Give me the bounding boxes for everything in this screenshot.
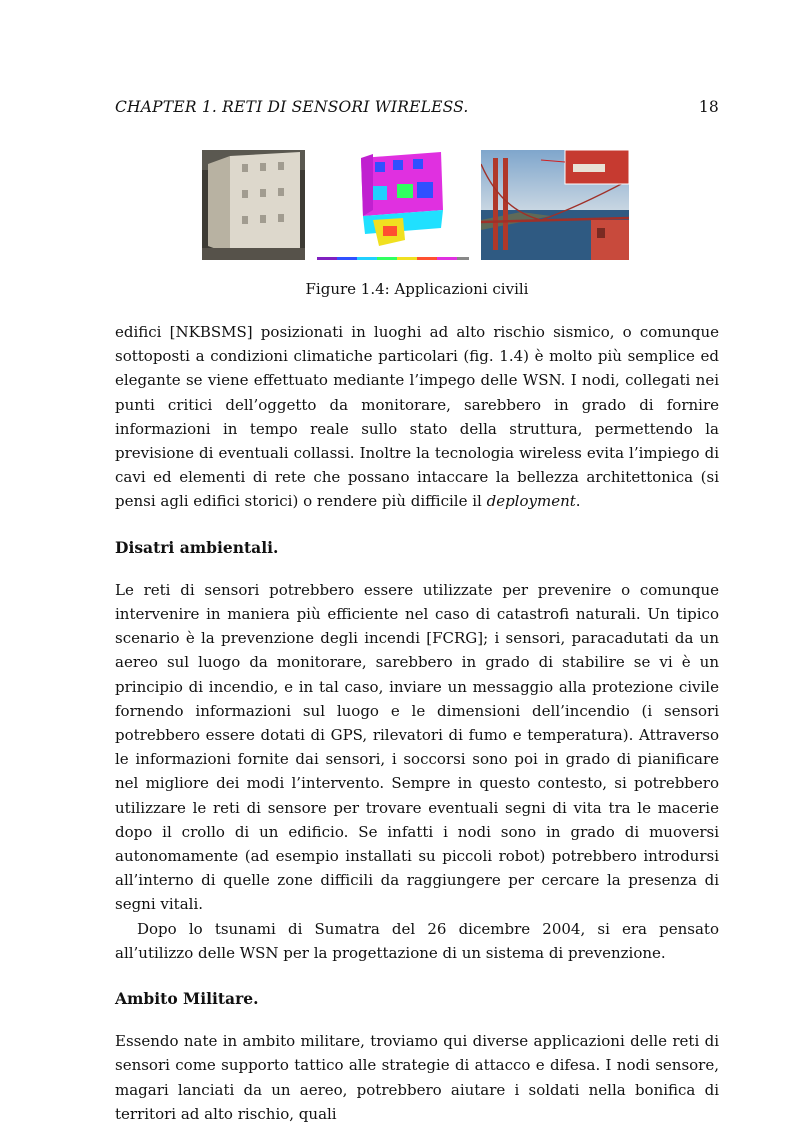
body-text: [115, 320, 719, 1126]
page-header: [115, 98, 719, 120]
section-title-militare: Ambito Militare.: [115, 989, 259, 1009]
paragraph-2: Le reti di sensori potrebbero essere utilizzate per prevenire o comunque intervenire in maniera più efficiente nel caso di catastrofi naturali. Un tipico scenario è la prevenzione degli incendi [FCRG]; i sensori, paracadutati da un aereo sul luogo da monitorare, sarebbero in grado di stabilire se vi è un principio di incendio, e in tal caso, inviare un messaggio alla protezione civile fornendo informazioni sul luogo e le dimensioni dell’incendio (i sensori potrebbero essere dotati di GPS, rilevatori di fumo e temperatura). Attraverso le informazioni fornite dai sensori, i soccorsi sono poi in grado di pianificare nel migliore dei modi l’intervento. Sempre in questo contesto, si potrebbero utilizzare le reti di sensore per trovare eventuali segni di vita tra le macerie dopo il crollo di un edificio. Se infatti i nodi sono in grado di muoversi autonomamente (ad esempio installati su piccoli robot) potrebbero introdursi all’interno di quelle zone difficili da raggiungere per cercare la presenza di segni vitali.: [115, 580, 719, 914]
building-photo: [202, 150, 305, 260]
paragraph-1: edifici [NKBSMS] posizionati in luoghi ad alto rischio sismico, o comunque sottoposti a condizioni climatiche particolari (fig. 1.4) è molto più semplice ed elegante se viene effettuato mediante l’impego delle WSN. I nodi, collegati nei punti critici dell’oggetto da monitorare, sarebbero in grado di fornire informazioni in tempo reale sullo stato della struttura, permettendo la previsione di eventuali collassi. Inoltre la tecnologia wireless evita l’impiego di cavi ed elementi di rete che possano intaccare la bellezza architettonica (si pensi agli edifici storici) o rendere più difficile il deployment.: [115, 323, 719, 511]
emphasis-deployment: deployment: [486, 492, 576, 511]
golden-gate-bridge-photo: [481, 150, 629, 260]
figure: [115, 150, 719, 298]
building-stress-model: [313, 150, 473, 262]
paragraph-4: Essendo nate in ambito militare, troviamo qui diverse applicazioni delle reti di sensori come supporto tattico alle strategie di attacco e difesa. I nodi sensore, magari lanciati da un aereo, potrebbero aiutare i soldati nella bonifica di territori ad alto rischio, quali: [115, 1032, 719, 1123]
figure-caption: Figure 1.4: Applicazioni civili: [305, 280, 529, 298]
chapter-title: CHAPTER 1. RETI DI SENSORI WIRELESS.: [115, 98, 469, 116]
page-number: 18: [698, 98, 719, 116]
paragraph-3: Dopo lo tsunami di Sumatra del 26 dicembre 2004, si era pensato all’utilizzo delle WSN per la progettazione di un sistema di prevenzione.: [115, 919, 719, 962]
section-title-disastri: Disatri ambientali.: [115, 537, 279, 557]
